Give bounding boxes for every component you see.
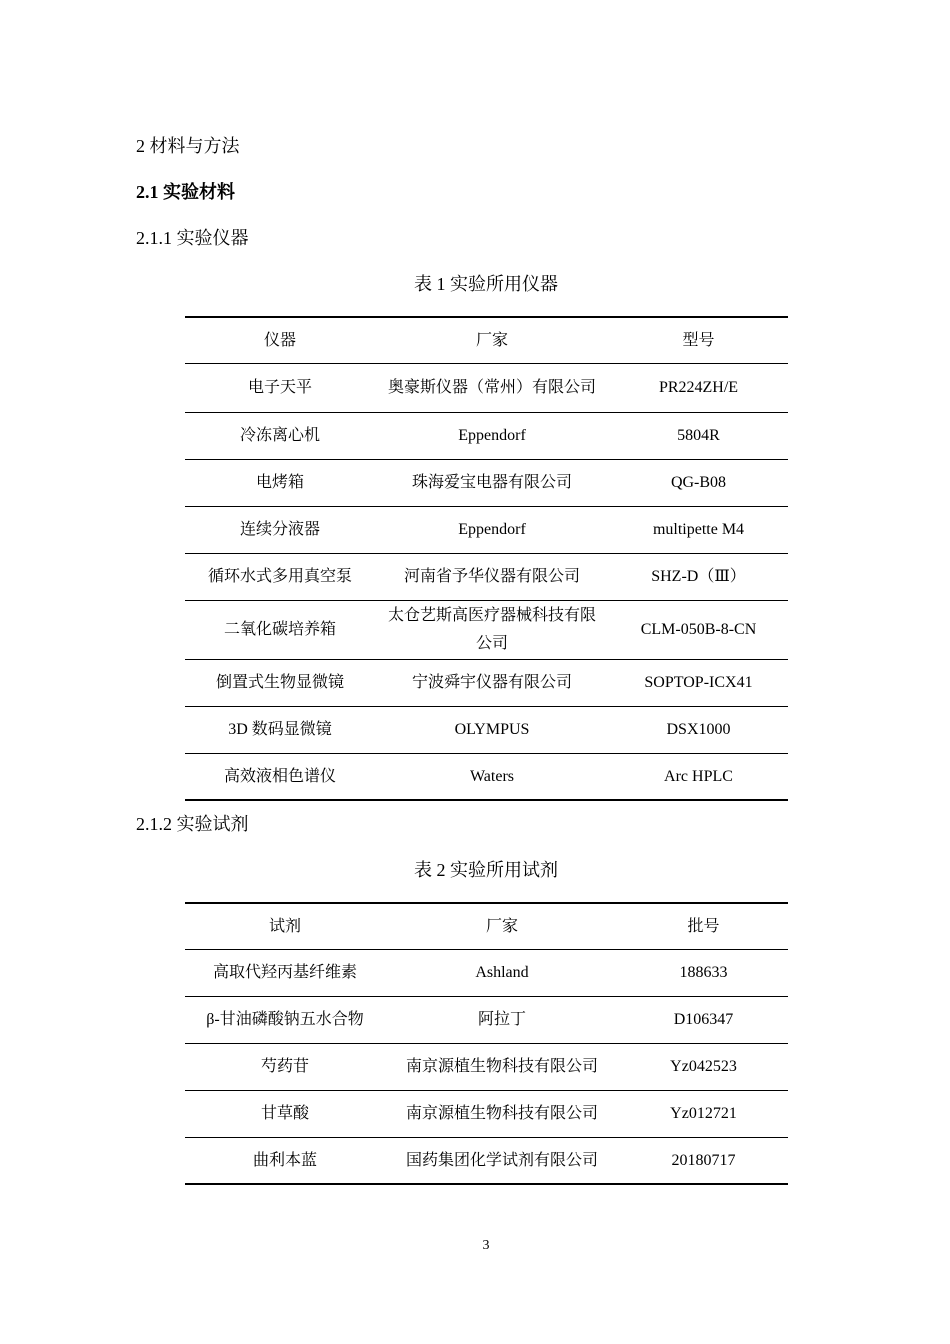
table-row [185,753,788,800]
table-row [185,706,788,753]
cell-instrument: 3D 数码显微镜 [185,706,375,753]
table-row [185,1137,788,1184]
cell-manufacturer: 宁波舜宇仪器有限公司 [375,659,609,706]
cell-manufacturer: OLYMPUS [375,706,609,753]
table-row [185,659,788,706]
cell-manufacturer: 国药集团化学试剂有限公司 [385,1137,619,1184]
cell-manufacturer: Waters [375,753,609,800]
reagent-table [185,902,788,1185]
table-row [185,412,788,459]
section-heading-2-1-2: 2.1.2 实验试剂 [136,814,249,834]
cell-model: DSX1000 [609,706,788,753]
table-row [185,363,788,412]
cell-manufacturer: 珠海爱宝电器有限公司 [375,459,609,506]
table2-caption: 表 2 实验所用试剂 [414,860,558,880]
table-header-row [185,317,788,363]
cell-manufacturer: 奥豪斯仪器（常州）有限公司 [375,363,609,412]
cell-instrument: 高效液相色谱仪 [185,753,375,800]
table-row [185,553,788,600]
cell-reagent: β-甘油磷酸钠五水合物 [185,996,385,1043]
cell-manufacturer: Eppendorf [375,506,609,553]
page-number: 3 [482,1238,490,1253]
cell-manufacturer: 南京源植生物科技有限公司 [385,1090,619,1137]
cell-model: CLM-050B-8-CN [609,600,788,659]
cell-reagent: 高取代羟丙基纤维素 [185,949,385,996]
cell-manufacturer: 河南省予华仪器有限公司 [375,553,609,600]
cell-instrument: 循环水式多用真空泵 [185,553,375,600]
cell-reagent: 甘草酸 [185,1090,385,1137]
cell-batch: Yz042523 [619,1043,788,1090]
section-heading-2: 2 材料与方法 [136,136,240,156]
cell-reagent: 曲利本蓝 [185,1137,385,1184]
cell-instrument: 冷冻离心机 [185,412,375,459]
header-batch: 批号 [619,903,788,949]
header-reagent: 试剂 [185,903,385,949]
section-heading-2-1: 2.1 实验材料 [136,182,235,202]
cell-manufacturer: 南京源植生物科技有限公司 [385,1043,619,1090]
cell-manufacturer: Eppendorf [375,412,609,459]
table-row [185,1090,788,1137]
cell-instrument: 电烤箱 [185,459,375,506]
cell-batch: D106347 [619,996,788,1043]
table1-caption: 表 1 实验所用仪器 [414,274,558,294]
header-manufacturer: 厂家 [385,903,619,949]
cell-batch: Yz012721 [619,1090,788,1137]
table-row [185,949,788,996]
table-row [185,600,788,659]
cell-model: QG-B08 [609,459,788,506]
table-row [185,506,788,553]
cell-instrument: 连续分液器 [185,506,375,553]
cell-manufacturer: 阿拉丁 [385,996,619,1043]
cell-instrument: 二氧化碳培养箱 [185,600,375,659]
cell-reagent: 芍药苷 [185,1043,385,1090]
cell-manufacturer: Ashland [385,949,619,996]
cell-model: PR224ZH/E [609,363,788,412]
cell-batch: 20180717 [619,1137,788,1184]
header-model: 型号 [609,317,788,363]
header-instrument: 仪器 [185,317,375,363]
cell-model: SOPTOP-ICX41 [609,659,788,706]
cell-model: multipette M4 [609,506,788,553]
cell-instrument: 电子天平 [185,363,375,412]
table-header-row [185,903,788,949]
instrument-table [185,316,788,801]
header-manufacturer: 厂家 [375,317,609,363]
table-row [185,1043,788,1090]
cell-model: Arc HPLC [609,753,788,800]
cell-batch: 188633 [619,949,788,996]
cell-instrument: 倒置式生物显微镜 [185,659,375,706]
cell-model: 5804R [609,412,788,459]
table-row [185,459,788,506]
section-heading-2-1-1: 2.1.1 实验仪器 [136,228,249,248]
cell-manufacturer: 太仓艺斯高医疗器械科技有限公司 [375,600,609,659]
table-row [185,996,788,1043]
cell-model: SHZ-D（Ⅲ） [609,553,788,600]
